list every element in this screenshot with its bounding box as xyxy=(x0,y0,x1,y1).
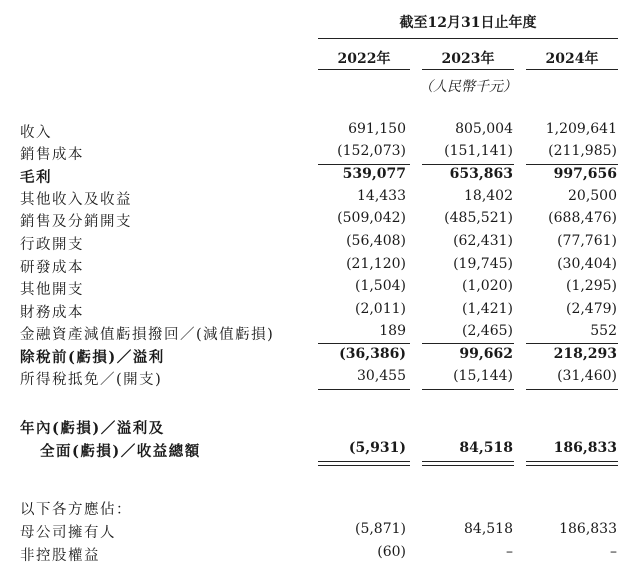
row-value: (211,985) xyxy=(548,143,617,159)
row-label: 所得稅抵免／(開支) xyxy=(20,372,163,388)
row-value: (62,431) xyxy=(453,233,513,249)
unit-label: （人民幣千元） xyxy=(419,79,517,95)
total-value: 84,518 xyxy=(459,440,513,456)
row-label-gross-profit: 毛利 xyxy=(20,169,52,186)
subtotal-rule xyxy=(526,164,618,165)
attrib-value: – xyxy=(506,544,513,560)
row-label: 其他開支 xyxy=(20,282,84,298)
row-value: (688,476) xyxy=(548,210,617,226)
row-value: (151,141) xyxy=(444,143,513,159)
row-value: 653,863 xyxy=(449,166,513,182)
row-label: 其他收入及收益 xyxy=(20,192,132,208)
row-label: 收入 xyxy=(20,125,52,141)
attrib-value: (60) xyxy=(377,544,406,560)
attrib-row-label: 母公司擁有人 xyxy=(20,525,116,541)
row-value: (509,042) xyxy=(337,210,406,226)
attrib-value: (5,871) xyxy=(354,521,406,537)
subtotal-rule xyxy=(422,389,514,390)
row-value: (30,404) xyxy=(557,256,617,272)
row-value: (1,020) xyxy=(461,278,513,294)
total-label-line2: 全面(虧損)／收益總額 xyxy=(40,443,201,460)
row-value: (15,144) xyxy=(453,368,513,384)
row-value: 18,402 xyxy=(464,188,513,204)
row-value: 997,656 xyxy=(553,166,617,182)
row-value: 189 xyxy=(379,323,406,339)
attrib-value: 84,518 xyxy=(464,521,513,537)
row-label: 銷售成本 xyxy=(20,147,84,163)
year-rule xyxy=(526,69,618,70)
subtotal-rule xyxy=(318,389,410,390)
row-value: (152,073) xyxy=(337,143,406,159)
year-2023-header: 2023年 xyxy=(441,51,495,67)
subtotal-rule xyxy=(422,164,514,165)
attrib-value: – xyxy=(610,544,617,560)
subtotal-rule xyxy=(526,343,618,344)
row-value: 539,077 xyxy=(342,166,406,182)
row-value: 218,293 xyxy=(553,346,617,362)
subtotal-rule xyxy=(318,343,410,344)
total-double-rule xyxy=(526,461,618,466)
row-value: (2,479) xyxy=(565,301,617,317)
row-label: 銷售及分銷開支 xyxy=(20,214,132,230)
row-label: 財務成本 xyxy=(20,305,84,321)
total-value: (5,931) xyxy=(348,440,406,456)
row-value: 691,150 xyxy=(348,121,406,137)
row-label: 金融資產減值虧損撥回／(減值虧損) xyxy=(20,327,275,343)
row-value: (21,120) xyxy=(346,256,406,272)
row-value: 30,455 xyxy=(357,368,406,384)
row-label: 行政開支 xyxy=(20,237,84,253)
subtotal-rule xyxy=(422,343,514,344)
row-value: 99,662 xyxy=(459,346,513,362)
row-value: 805,004 xyxy=(455,121,513,137)
row-label-pretax: 除稅前(虧損)／溢利 xyxy=(20,349,165,366)
row-value: 20,500 xyxy=(568,188,617,204)
row-value: 1,209,641 xyxy=(545,121,617,137)
row-label: 研發成本 xyxy=(20,260,84,276)
year-2022-header: 2022年 xyxy=(337,51,391,67)
row-value: (56,408) xyxy=(346,233,406,249)
row-value: (77,761) xyxy=(557,233,617,249)
attribution-heading: 以下各方應佔： xyxy=(20,502,132,518)
row-value: (19,745) xyxy=(453,256,513,272)
row-value: (485,521) xyxy=(444,210,513,226)
attrib-value: 186,833 xyxy=(559,521,617,537)
year-rule xyxy=(422,69,514,70)
subtotal-rule xyxy=(526,389,618,390)
row-value: (36,386) xyxy=(339,346,406,362)
total-label-line1: 年內(虧損)／溢利及 xyxy=(20,420,165,437)
total-double-rule xyxy=(318,461,410,466)
year-2024-header: 2024年 xyxy=(545,51,599,67)
year-rule xyxy=(318,69,410,70)
row-value: 552 xyxy=(590,323,617,339)
period-header: 截至12月31日止年度 xyxy=(399,15,537,31)
row-value: 14,433 xyxy=(357,188,406,204)
row-value: (1,421) xyxy=(461,301,513,317)
row-value: (1,295) xyxy=(565,278,617,294)
header-rule xyxy=(318,38,618,39)
attrib-row-label: 非控股權益 xyxy=(20,548,100,564)
total-double-rule xyxy=(422,461,514,466)
total-value: 186,833 xyxy=(553,440,617,456)
subtotal-rule xyxy=(318,164,410,165)
row-value: (2,011) xyxy=(354,301,406,317)
row-value: (31,460) xyxy=(557,368,617,384)
row-value: (1,504) xyxy=(354,278,406,294)
row-value: (2,465) xyxy=(461,323,513,339)
